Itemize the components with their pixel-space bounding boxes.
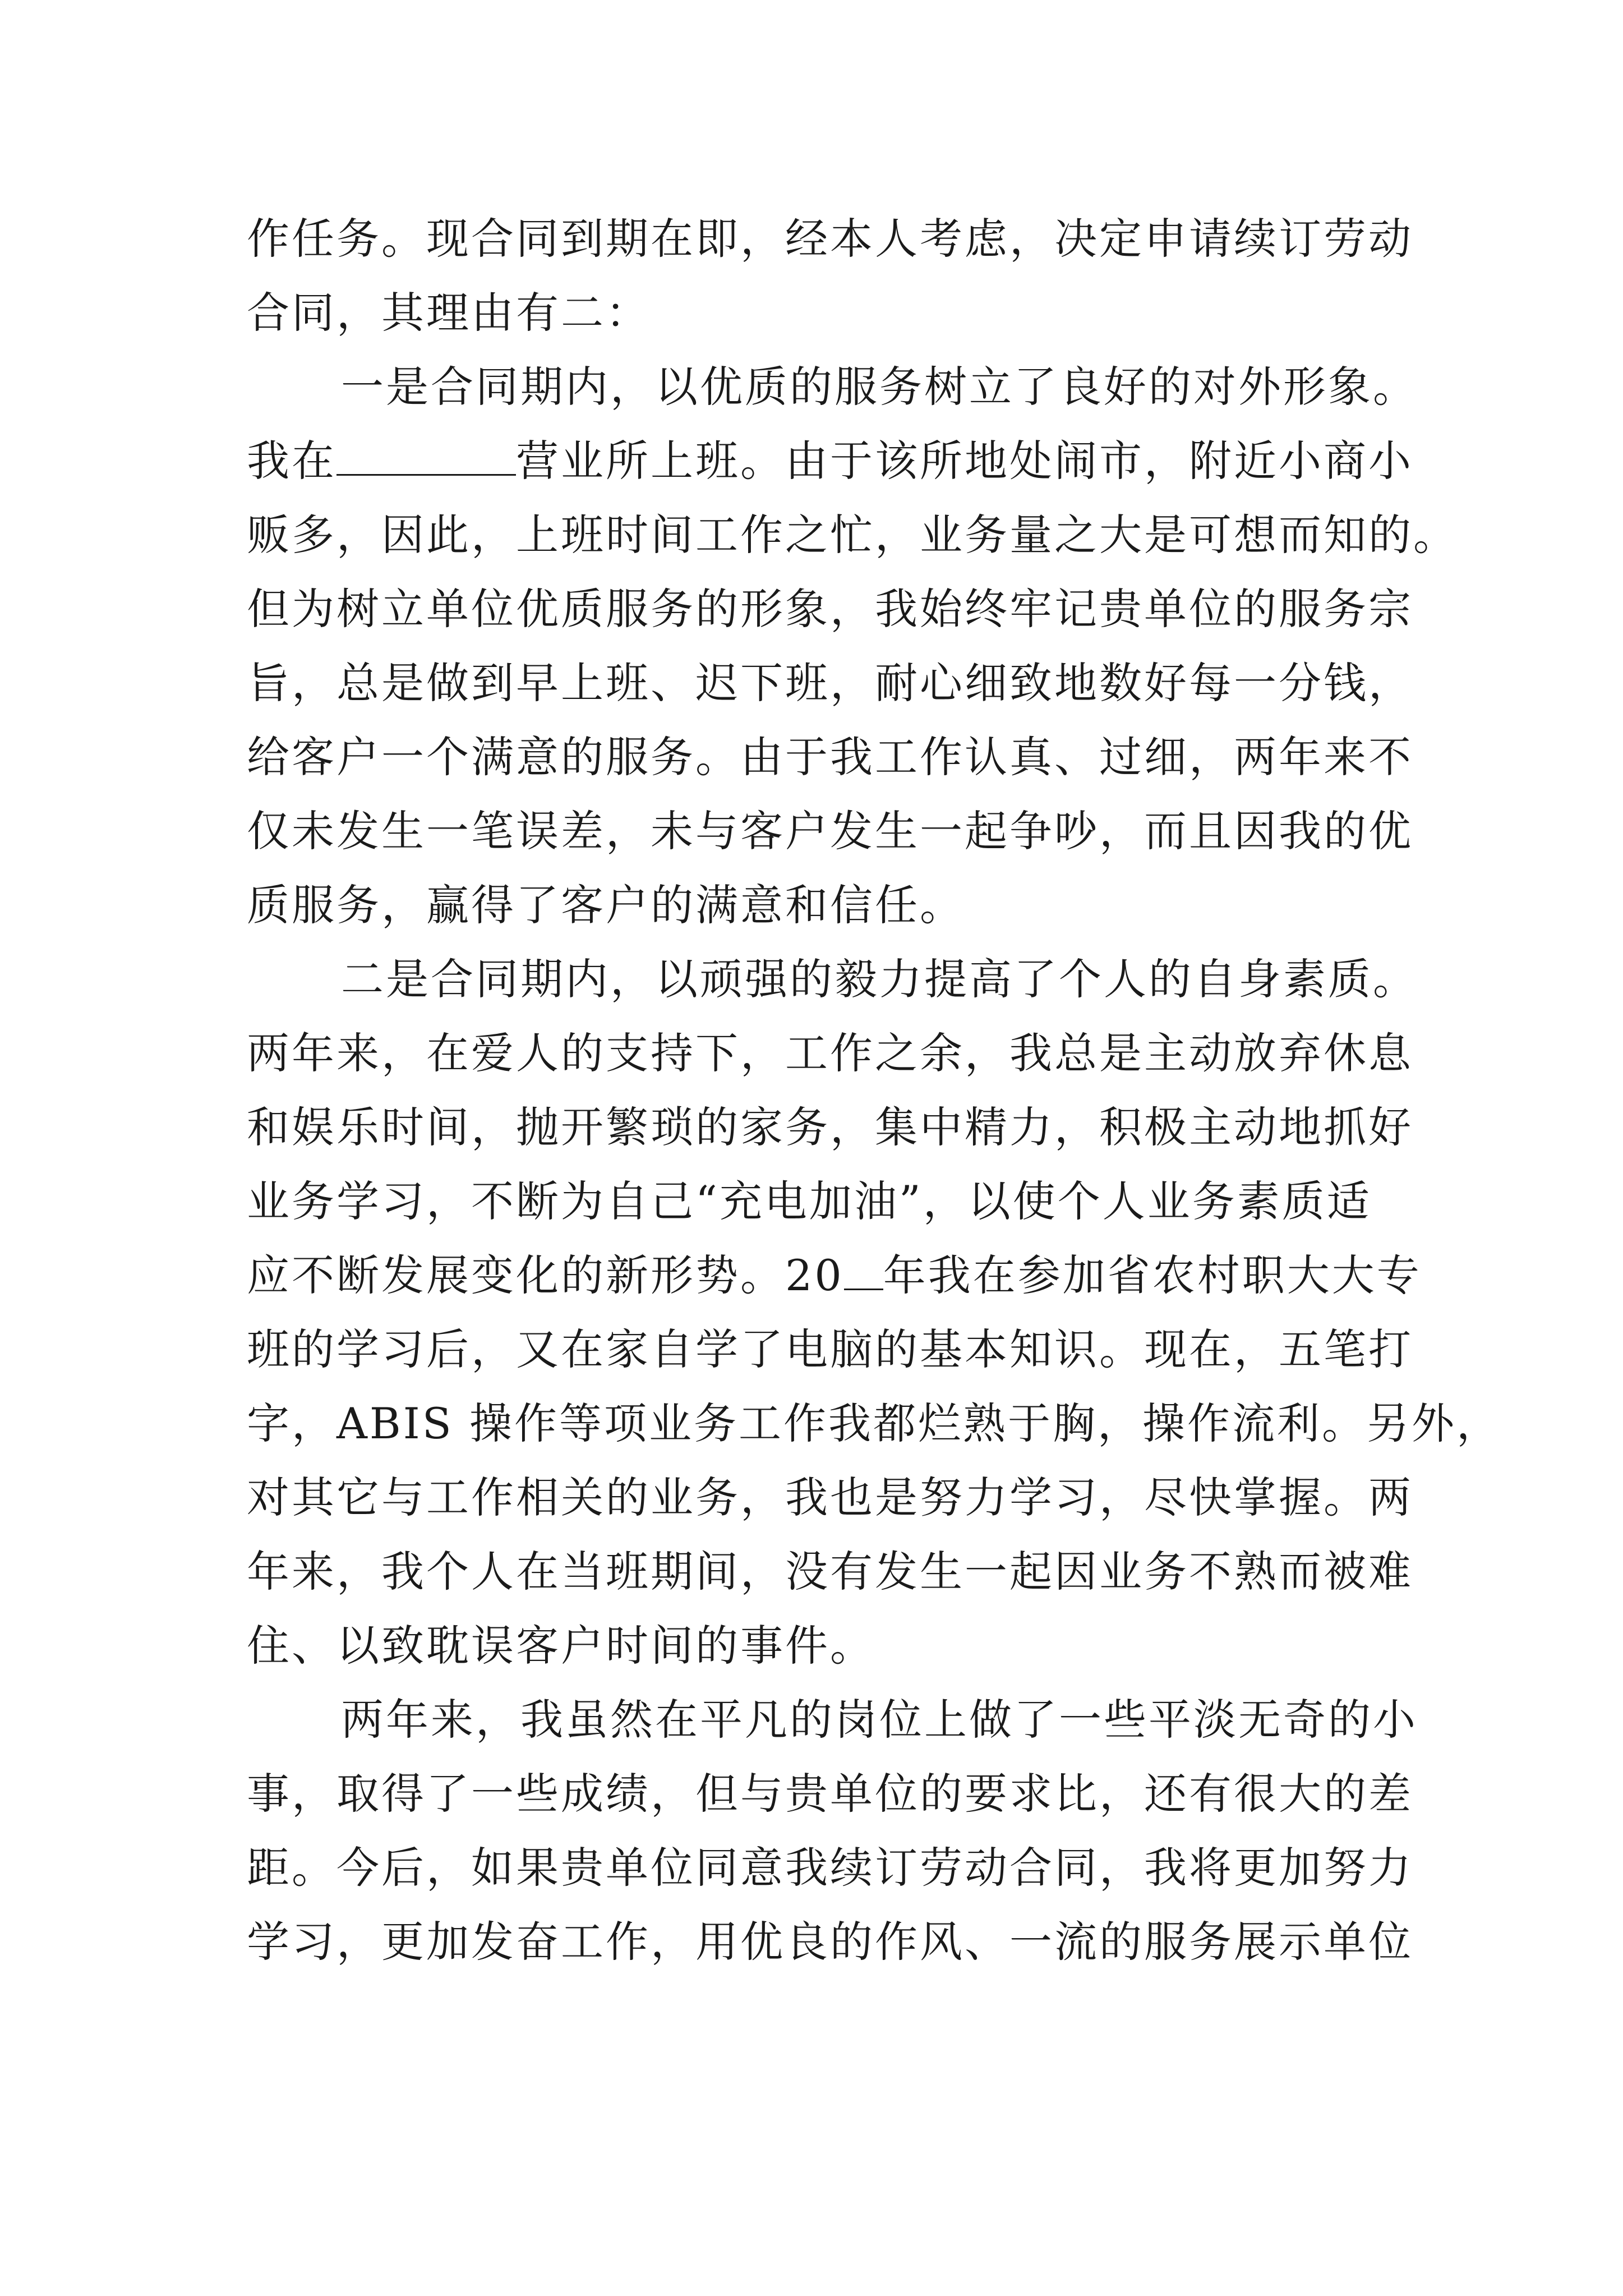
text-line: 距。今后，如果贵单位同意我续订劳动合同，我将更加努力 [247,1843,1413,1893]
text-line-with-blank [247,1239,1422,1313]
text-fragment: 营业所上班。由于该所地处闹市，附近小商小 [516,436,1413,486]
paragraph-start-line: 二是合同期内，以顽强的毅力提高了个人的自身素质。 [341,954,1418,1004]
text-line: 对其它与工作相关的业务，我也是努力学习，尽快掌握。两 [247,1473,1413,1522]
text-line: 两年来，在爱人的支持下，工作之余，我总是主动放弃休息 [247,1028,1413,1078]
text-line: 学习，更加发奋工作，用优良的作风、一流的服务展示单位 [247,1917,1413,1967]
text-line: 作任务。现合同到期在即，经本人考虑，决定申请续订劳动 [247,214,1413,264]
text-line: 旨，总是做到早上班、迟下班，耐心细致地数好每一分钱， [247,658,1413,708]
text-line-with-blank [247,424,1413,498]
text-fragment: 我在 [247,436,336,486]
text-fragment: 应不断发展变化的新形势。20 [247,1250,844,1300]
text-line: 年来，我个人在当班期间，没有发生一起因业务不熟而被难 [247,1547,1413,1596]
text-line: 但为树立单位优质服务的形象，我始终牢记贵单位的服务宗 [247,584,1413,634]
text-line: 贩多，因此，上班时间工作之忙，业务量之大是可想而知的。 [247,510,1458,560]
text-line: 仅未发生一笔误差，未与客户发生一起争吵，而且因我的优 [247,806,1413,856]
text-line: 班的学习后，又在家自学了电脑的基本知识。现在，五笔打 [247,1324,1413,1374]
text-line: 给客户一个满意的服务。由于我工作认真、过细，两年来不 [247,732,1413,782]
text-line: 字，ABIS 操作等项业务工作我都烂熟于胸，操作流利。另外， [247,1398,1501,1448]
text-line: 质服务，赢得了客户的满意和信任。 [247,880,965,930]
fill-in-blank [844,1254,883,1290]
paragraph-start-line: 一是合同期内，以优质的服务树立了良好的对外形象。 [341,362,1418,412]
text-line: 事，取得了一些成绩，但与贵单位的要求比，还有很大的差 [247,1769,1413,1819]
text-line: 住、以致耽误客户时间的事件。 [247,1621,875,1671]
paragraph-start-line: 两年来，我虽然在平凡的岗位上做了一些平淡无奇的小 [341,1695,1418,1745]
fill-in-blank [336,439,516,476]
body-text [247,202,1501,1979]
text-line: 和娱乐时间，抛开繁琐的家务，集中精力，积极主动地抓好 [247,1102,1413,1152]
text-fragment: 年我在参加省农村职大大专 [883,1250,1422,1300]
text-line: 合同，其理由有二： [247,288,651,338]
text-line: 业务学习，不断为自己“充电加油”，以使个人业务素质适 [247,1176,1372,1226]
